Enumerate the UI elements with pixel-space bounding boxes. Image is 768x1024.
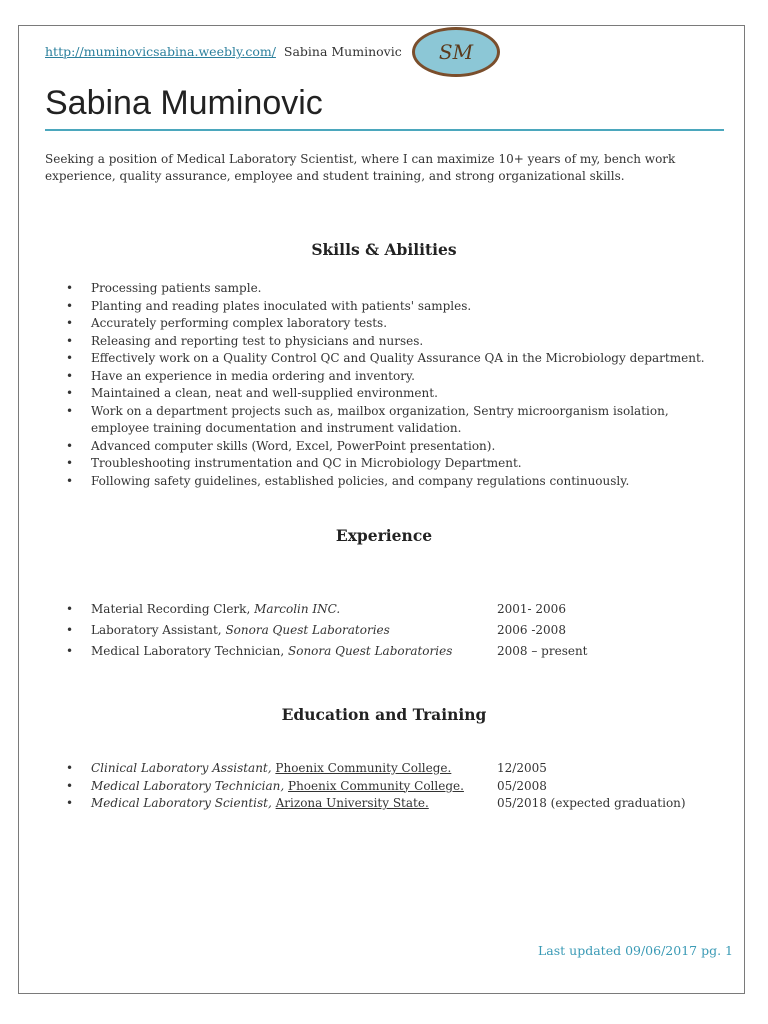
skill-item: • Advanced computer skills (Word, Excel, PowerPoint presentation). xyxy=(66,438,726,456)
experience-role: Laboratory Assistant, xyxy=(91,623,226,637)
experience-item xyxy=(66,600,726,621)
experience-heading: Experience xyxy=(335,526,433,545)
skill-item: • Accurately performing complex laboratory tests. xyxy=(66,315,726,333)
education-dates: 12/2005 xyxy=(497,761,547,775)
page-title: Sabina Muminovic xyxy=(45,84,323,122)
skill-item: • Planting and reading plates inoculated with patients' samples. xyxy=(66,298,726,316)
education-heading: Education and Training xyxy=(281,705,487,724)
skill-item: • Troubleshooting instrumentation and QC in Microbiology Department. xyxy=(66,455,726,473)
education-school-link[interactable]: Arizona University State. xyxy=(275,796,429,810)
skill-item: • Releasing and reporting test to physicians and nurses. xyxy=(66,333,726,351)
page-footer: Last updated 09/06/2017 pg. 1 xyxy=(538,943,733,958)
experience-list xyxy=(66,600,726,663)
objective-text: Seeking a position of Medical Laboratory Scientist, where I can maximize 10+ years of my, bench work experience, quality assurance, employee and student training, and strong organizational skills. xyxy=(45,152,676,183)
skill-item: • Effectively work on a Quality Control QC and Quality Assurance QA in the Microbiology department. xyxy=(66,350,726,368)
experience-company: Sonora Quest Laboratories xyxy=(288,644,453,658)
experience-dates: 2006 -2008 xyxy=(497,623,566,637)
education-program: Medical Laboratory Technician, xyxy=(91,778,288,793)
experience-role: Material Recording Clerk, xyxy=(91,602,255,616)
experience-item xyxy=(66,642,726,663)
skill-item: • Maintained a clean, neat and well-supplied environment. xyxy=(66,385,726,403)
header-name: Sabina Muminovic xyxy=(283,44,402,59)
education-item xyxy=(66,795,726,813)
monogram-logo: SM xyxy=(412,27,500,77)
education-item xyxy=(66,760,726,778)
experience-company: Sonora Quest Laboratories xyxy=(225,623,390,637)
skills-list xyxy=(66,280,726,490)
skill-item: • Following safety guidelines, established policies, and company regulations continuously. xyxy=(66,473,726,491)
experience-role: Medical Laboratory Technician, xyxy=(91,644,288,658)
education-dates: 05/2018 (expected graduation) xyxy=(497,796,686,810)
skill-item: • Work on a department projects such as, mailbox organization, Sentry microorganism isolation, employee training documentation and instrument validation. xyxy=(66,403,726,438)
experience-item xyxy=(66,621,726,642)
education-list xyxy=(66,760,726,813)
website-link[interactable]: http://muminovicsabina.weebly.com/ xyxy=(45,44,276,59)
experience-dates: 2008 – present xyxy=(497,644,588,658)
experience-dates: 2001- 2006 xyxy=(497,602,566,616)
education-school-link[interactable]: Phoenix Community College. xyxy=(288,778,464,793)
experience-company: Marcolin INC. xyxy=(254,602,341,616)
education-program: Medical Laboratory Scientist, xyxy=(91,796,276,810)
education-program: Clinical Laboratory Assistant, xyxy=(91,761,276,775)
skills-heading: Skills & Abilities xyxy=(311,240,457,259)
title-divider xyxy=(45,129,724,131)
header-line xyxy=(45,44,402,59)
skill-item: • Have an experience in media ordering and inventory. xyxy=(66,368,726,386)
skill-item: • Processing patients sample. xyxy=(66,280,726,298)
education-dates: 05/2008 xyxy=(497,778,547,793)
education-school-link[interactable]: Phoenix Community College. xyxy=(275,761,452,775)
education-item xyxy=(66,778,726,796)
